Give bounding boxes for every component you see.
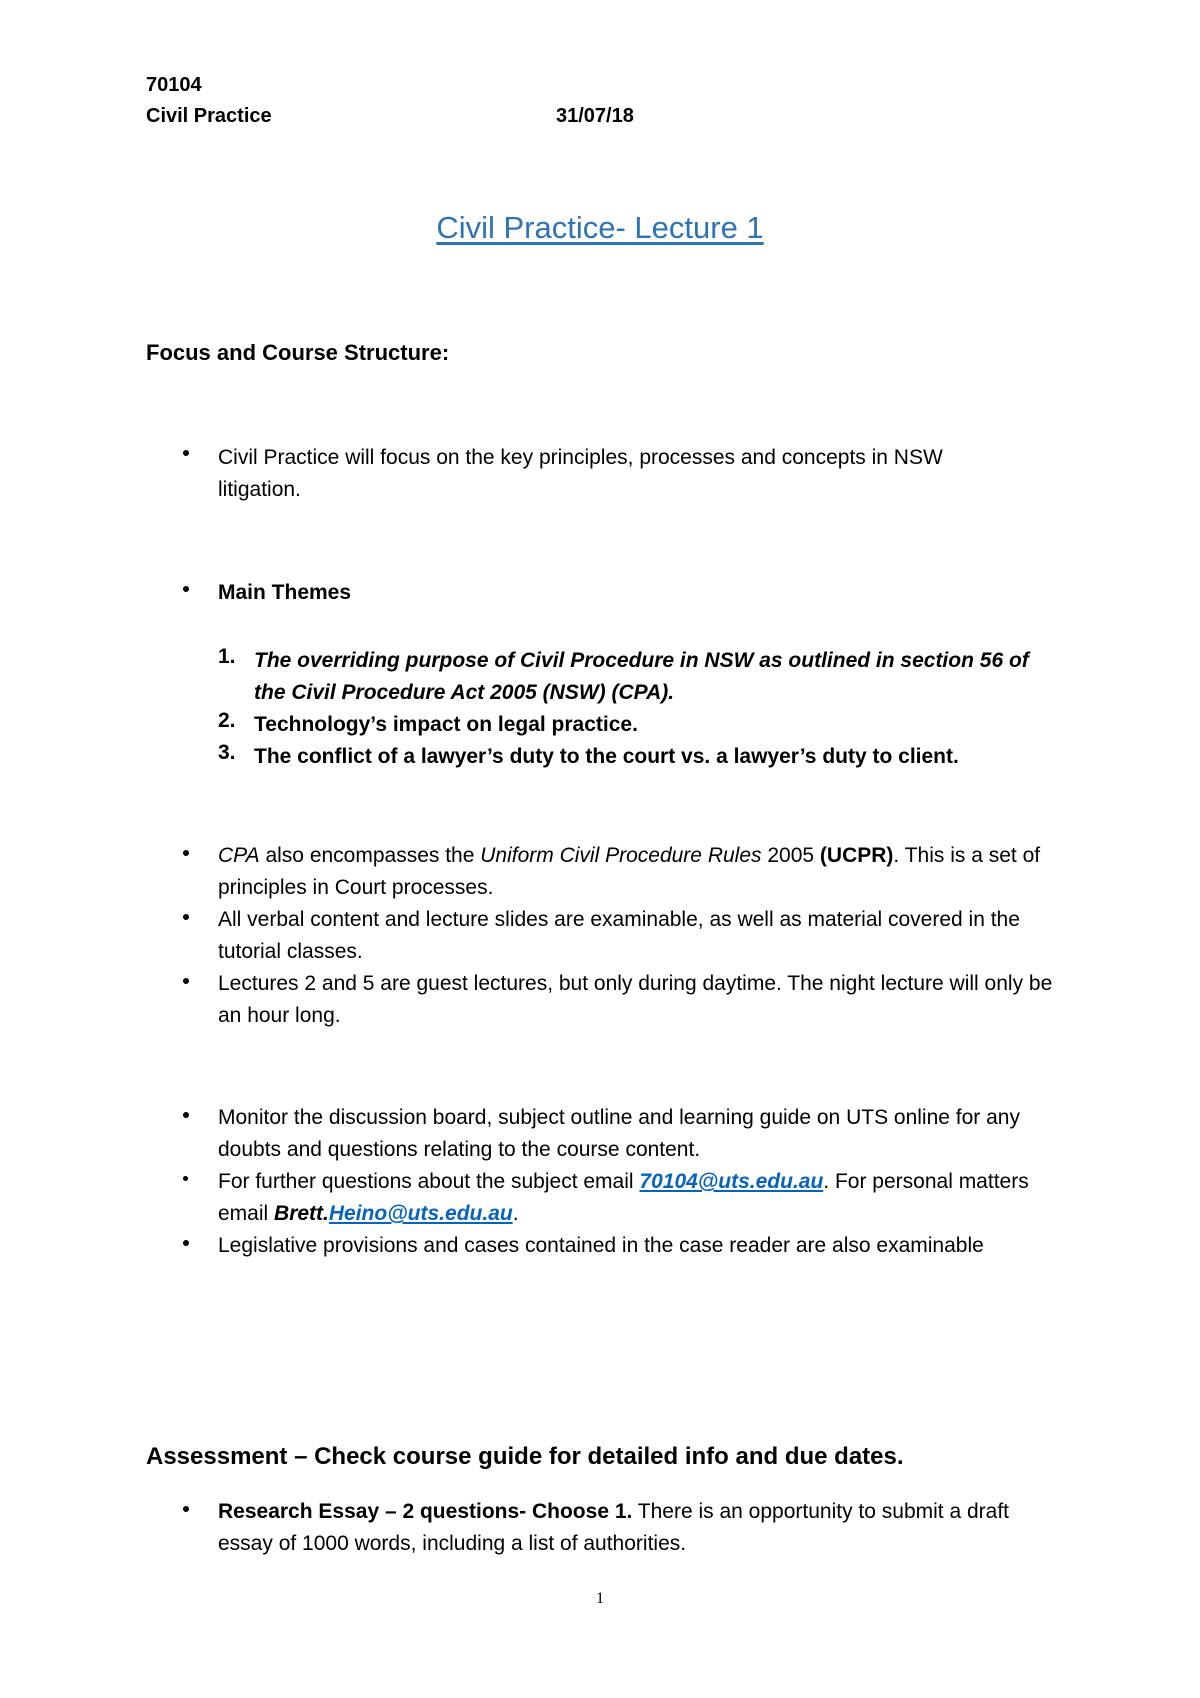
cpa-abbr: CPA — [218, 844, 260, 867]
section-heading-focus: Focus and Course Structure: — [146, 340, 450, 365]
bullet-email-text: For further questions about the subject email 70104@uts.edu.au. For personal matters email Brett.Heino@uts.edu.au. — [218, 1170, 1029, 1225]
section-heading-assessment: Assessment – Check course guide for detailed info and due dates. — [146, 1443, 904, 1470]
bullet-research-essay: Research Essay – 2 questions- Choose 1. There is an opportunity to submit a draft essay of 1000 words, including a list of authorities. — [218, 1500, 1009, 1555]
bullet-dot — [183, 450, 189, 456]
theme-number-2: 2. — [218, 709, 236, 732]
page-number: 1 — [596, 1590, 604, 1607]
course-code: 70104 — [146, 74, 202, 96]
bullet-legislative-text: Legislative provisions and cases contained in the case reader are also examinable — [218, 1234, 984, 1257]
bullet-monitor-text: Monitor the discussion board, subject outline and learning guide on UTS online for any doubts and questions relating to the course content. — [218, 1106, 1020, 1161]
bullet-dot — [183, 1176, 188, 1181]
bullet-focus-text: Civil Practice will focus on the key principles, processes and concepts in NSW litigation. — [218, 446, 943, 501]
theme-text-3: The conflict of a lawyer’s duty to the court vs. a lawyer’s duty to client. — [254, 745, 959, 768]
bullet-main-themes: Main Themes — [218, 581, 352, 604]
personal-email-link[interactable]: Heino@uts.edu.au — [328, 1202, 513, 1225]
bullet-dot — [183, 1506, 189, 1512]
theme-number-3: 3. — [218, 741, 236, 764]
theme-text-1: The overriding purpose of Civil Procedure in NSW as outlined in section 56 of the Civil Procedure Act 2005 (NSW) (CPA). — [254, 649, 1029, 704]
theme-number-1: 1. — [218, 645, 236, 668]
bullet-dot — [183, 1112, 189, 1118]
lecture-date: 31/07/18 — [556, 105, 634, 127]
ucpr-name: Uniform Civil Procedure Rules — [480, 844, 762, 867]
bullet-cpa-text: CPA also encompasses the Uniform Civil Procedure Rules 2005 (UCPR). This is a set of principles in Court processes. — [218, 844, 1041, 899]
bullet-dot — [183, 978, 189, 984]
bullet-dot — [183, 850, 189, 856]
essay-label: Research Essay – 2 questions- Choose 1. — [218, 1500, 633, 1523]
bullet-guest-text: Lectures 2 and 5 are guest lectures, but only during daytime. The night lecture will only be an hour long. — [218, 972, 1053, 1027]
theme-text-2: Technology’s impact on legal practice. — [254, 713, 638, 736]
subject-name: Civil Practice — [146, 105, 272, 127]
page-title: Civil Practice- Lecture 1 — [436, 210, 764, 245]
bullet-dot — [183, 586, 189, 592]
bullet-examinable-text: All verbal content and lecture slides are examinable, as well as material covered in the tutorial classes. — [218, 908, 1020, 963]
subject-email-link[interactable]: 70104@uts.edu.au — [639, 1170, 824, 1193]
ucpr-abbr: (UCPR) — [819, 844, 894, 867]
bullet-dot — [183, 1240, 189, 1246]
bullet-dot — [183, 914, 189, 920]
